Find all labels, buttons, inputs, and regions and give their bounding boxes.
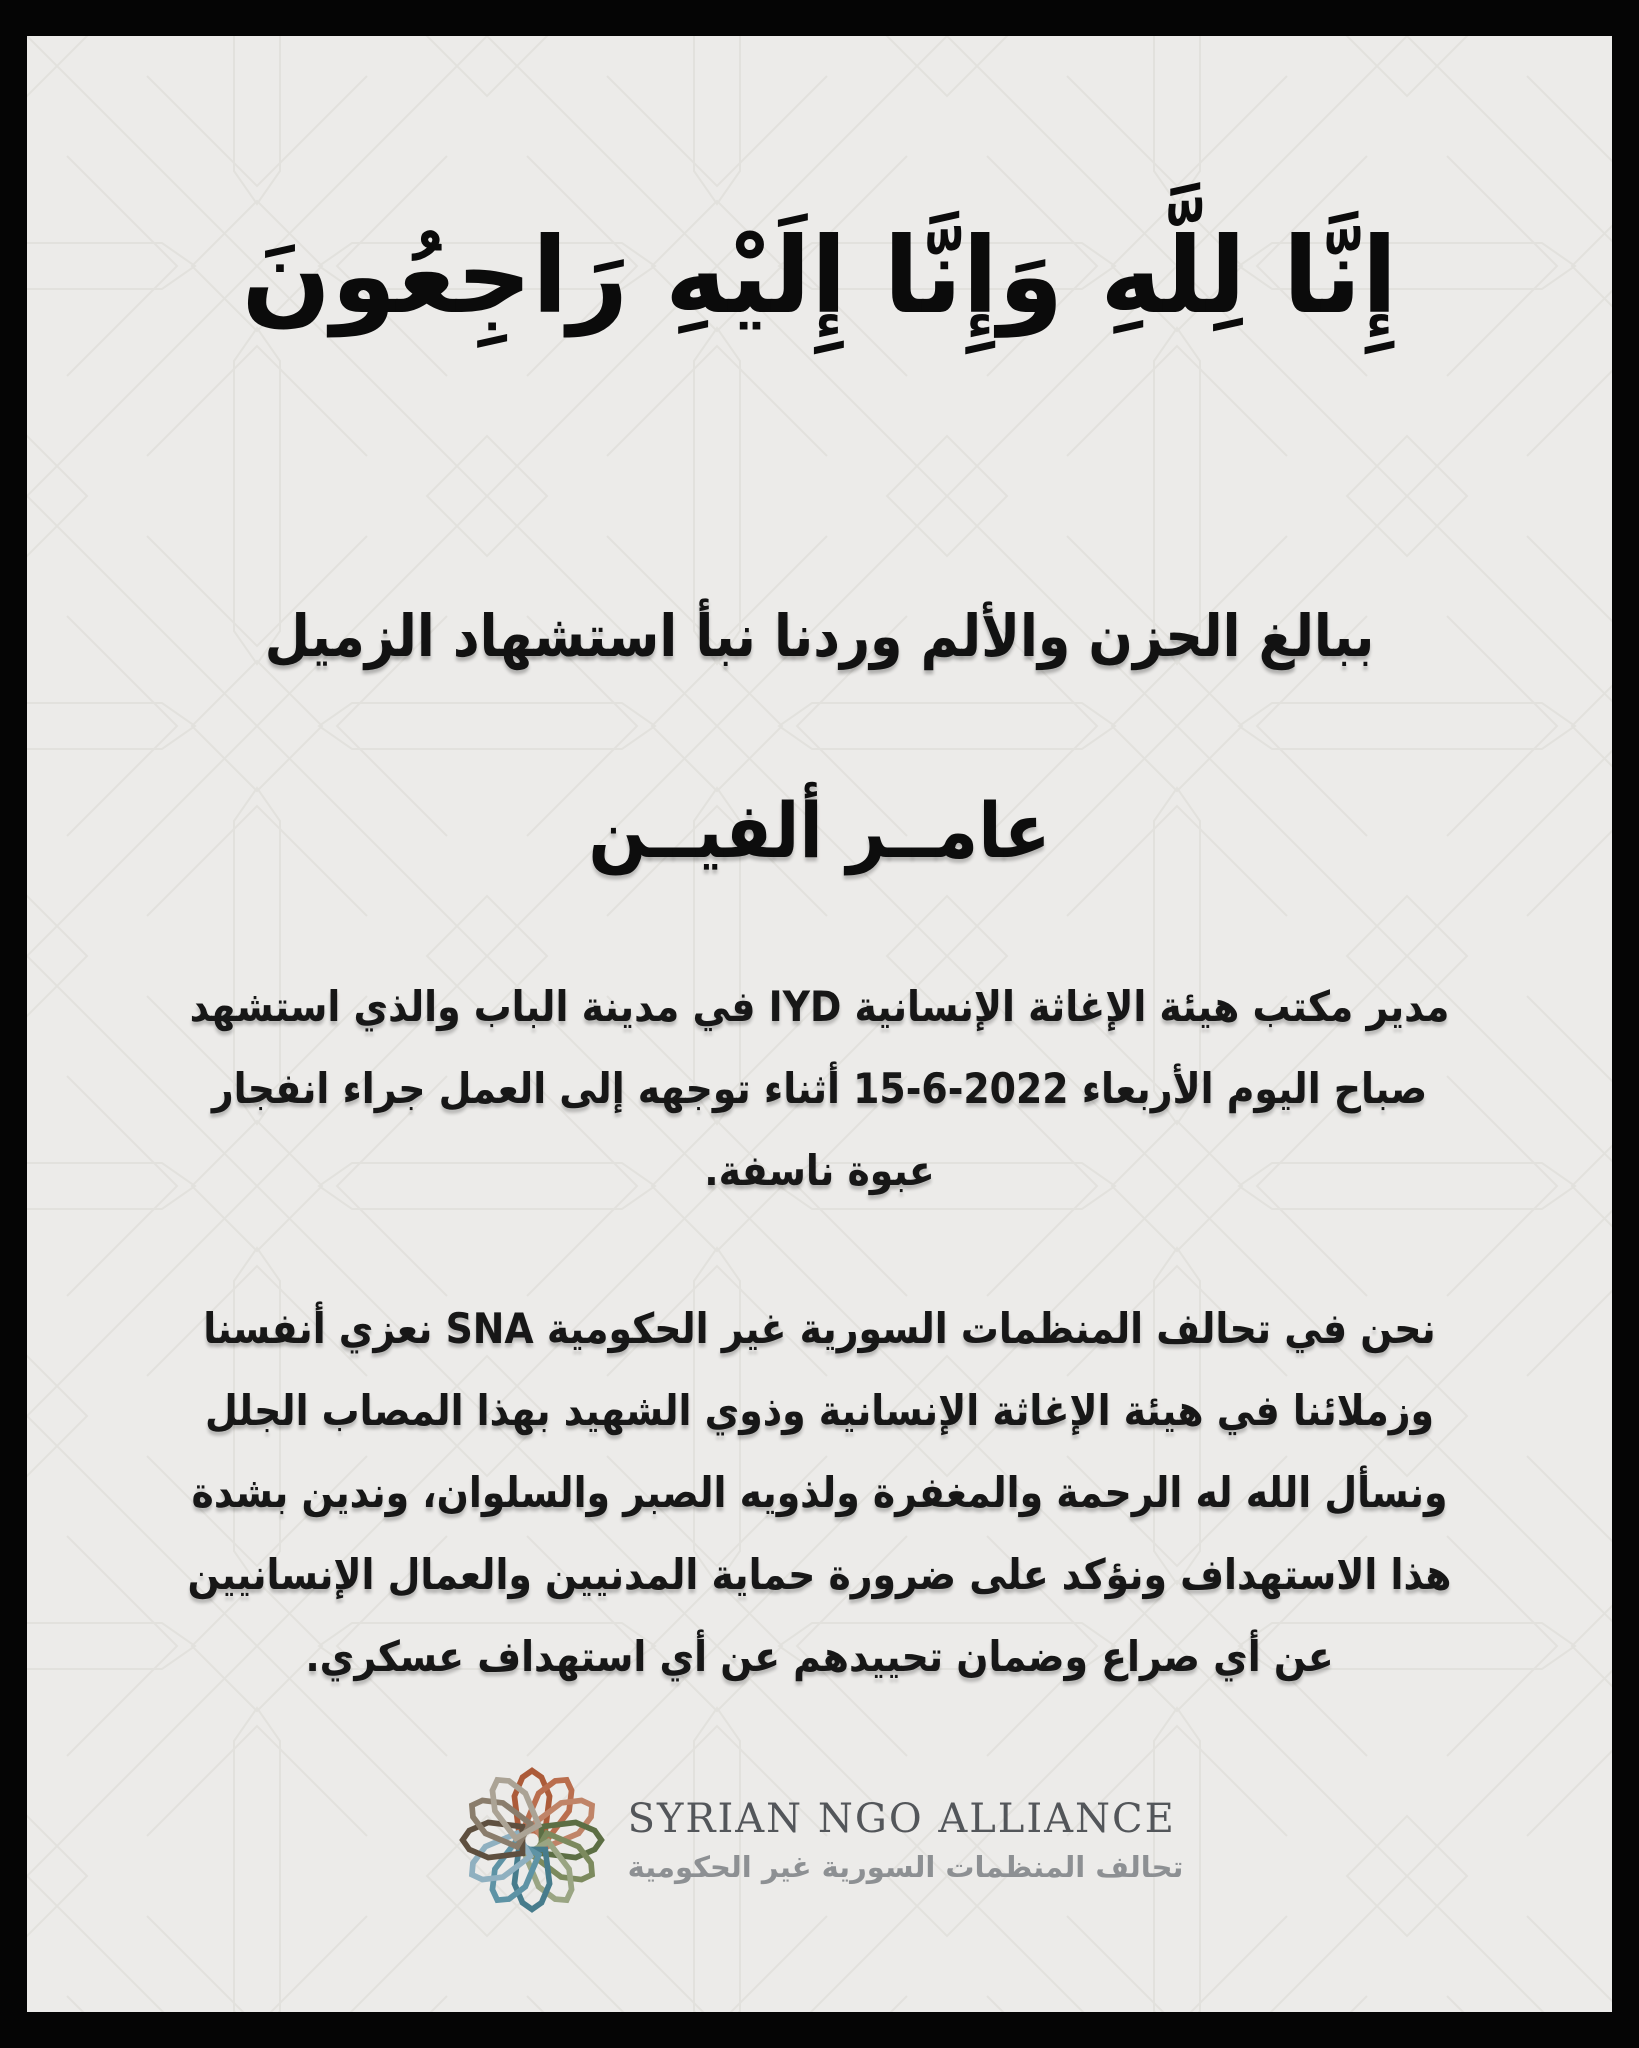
paragraph-line: ونسأل الله له الرحمة والمغفرة ولذويه الصبر والسلوان، وندين بشدة — [191, 1468, 1448, 1517]
martyr-name: عامــر ألفيــن — [588, 786, 1051, 875]
logo-petal — [482, 1839, 542, 1908]
paragraph-line: مدير مكتب هيئة الإغاثة الإنسانية IYD في مدينة الباب والذي استشهد — [189, 982, 1450, 1031]
poster-background — [27, 36, 1612, 2012]
calligraphy-inna-lillah: إِنَّا لِلَّهِ وَإِنَّا إِلَيْهِ رَاجِعُونَ — [241, 215, 1398, 337]
footer-logo-lockup — [27, 1764, 1612, 1916]
headline: ببالغ الحزن والألم وردنا نبأ استشهاد الزميل — [264, 602, 1375, 670]
logo-title-en: SYRIAN NGO ALLIANCE — [627, 1796, 1176, 1842]
paragraph-incident-details — [27, 966, 1612, 1212]
paragraph-line: نحن في تحالف المنظمات السورية غير الحكومية SNA نعزي أنفسنا — [203, 1304, 1436, 1353]
paragraph-line: عن أي صراع وضمان تحييدهم عن أي استهداف عسكري. — [305, 1632, 1334, 1681]
logo-petal — [482, 1771, 542, 1840]
logo-title-ar: تحالف المنظمات السورية غير الحكومية — [627, 1850, 1184, 1884]
paragraph-line: وزملائنا في هيئة الإغاثة الإنسانية وذوي الشهيد بهذا المصاب الجلل — [204, 1386, 1434, 1435]
paragraph-line: صباح اليوم الأربعاء 2022-6-15 أثناء توجهه إلى العمل جراء انفجار — [211, 1064, 1428, 1113]
paragraph-line: هذا الاستهداف ونؤكد على ضرورة حماية المدنيين والعمال الإنسانيين — [187, 1550, 1452, 1599]
logo-petal — [531, 1830, 600, 1890]
paragraph-line: عبوة ناسفة. — [704, 1146, 935, 1195]
logo-petal — [463, 1790, 532, 1850]
logo-text-block — [628, 1796, 1184, 1884]
paragraph-condolence-statement — [27, 1288, 1612, 1698]
sna-logo-icon — [456, 1764, 608, 1916]
